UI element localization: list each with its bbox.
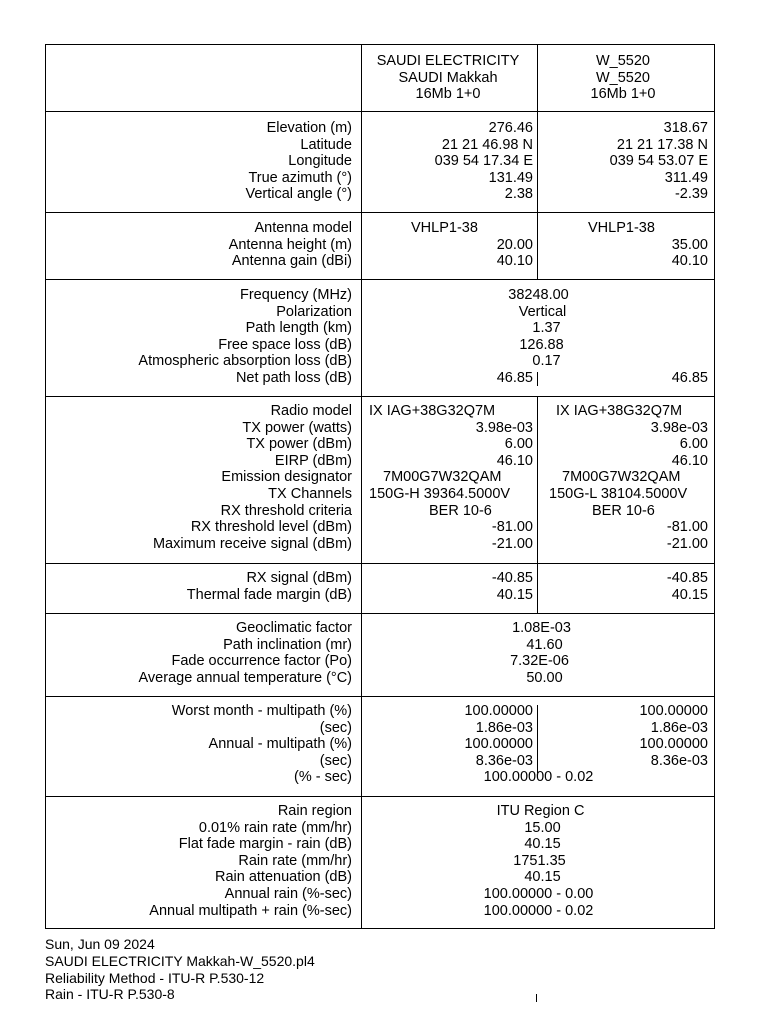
label-worst-month-multipath: Worst month - multipath (%) <box>171 703 352 719</box>
site2-vertical-angle: -2.39 <box>674 186 708 203</box>
rain-rate-value: 1751.35 <box>513 852 566 869</box>
label-rain-rate: Rain rate (mm/hr) <box>238 852 352 869</box>
site2-latitude: 21 21 17.38 N <box>616 136 708 153</box>
label-frequency: Frequency (MHz) <box>240 287 352 303</box>
site1-annual-sec: 8.36e-03 <box>475 752 533 769</box>
site1-true-azimuth: 131.49 <box>488 169 533 186</box>
label-vertical-angle: Vertical angle (°) <box>245 186 352 203</box>
site1-rx-threshold-level: -81.00 <box>491 519 533 536</box>
site1-antenna-gain: 40.10 <box>496 253 533 270</box>
label-annual-rain: Annual rain (%-sec) <box>224 886 352 902</box>
site2-max-receive-signal: -21.00 <box>666 535 708 552</box>
site2-tx-channels: 150G-L 38104.5000V <box>549 486 688 502</box>
site2-radio-model: IX IAG+38G32Q7M <box>556 403 683 419</box>
site2-antenna-model: VHLP1-38 <box>588 220 655 236</box>
divider-signal <box>46 613 714 614</box>
label-elevation: Elevation (m) <box>266 120 352 136</box>
label-annual-sec: (sec) <box>319 752 352 769</box>
site1-worst-month-sec: 1.86e-03 <box>475 719 533 736</box>
site1-longitude: 039 54 17.34 E <box>434 153 533 170</box>
reliability-method: Reliability Method - ITU-R P.530-12 <box>45 969 265 986</box>
label-tx-power-watts: TX power (watts) <box>242 419 352 436</box>
label-rx-threshold-criteria: RX threshold criteria <box>220 502 352 519</box>
site1-latitude: 21 21 46.98 N <box>441 136 533 153</box>
page-tick-mark <box>536 994 537 1002</box>
label-latitude: Latitude <box>300 136 352 153</box>
label-column-border <box>361 45 362 928</box>
label-worst-month-sec: (sec) <box>319 719 352 736</box>
label-fade-occurrence: Fade occurrence factor (Po) <box>171 653 352 670</box>
divider-climate <box>46 696 714 697</box>
divider-path <box>46 396 714 397</box>
geoclimatic-factor-value: 1.08E-03 <box>512 620 571 636</box>
label-max-receive-signal: Maximum receive signal (dBm) <box>152 535 352 552</box>
label-thermal-fade-margin: Thermal fade margin (dB) <box>186 586 352 603</box>
site1-name: SAUDI ELECTRICITY <box>376 53 520 69</box>
site2-capacity: 16Mb 1+0 <box>590 86 656 103</box>
site1-vertical-angle: 2.38 <box>504 186 533 203</box>
label-rx-signal: RX signal (dBm) <box>246 570 352 586</box>
fade-occurrence-value: 7.32E-06 <box>510 653 569 670</box>
site1-capacity: 16Mb 1+0 <box>415 86 481 103</box>
site2-name: W_5520 <box>595 53 650 69</box>
divider-radio <box>46 563 714 564</box>
site1-tx-power-watts: 3.98e-03 <box>475 419 533 436</box>
divider-location <box>46 212 714 213</box>
site2-tx-power-watts: 3.98e-03 <box>650 419 708 436</box>
label-annual-multipath: Annual - multipath (%) <box>208 736 352 753</box>
frequency-value: 38248.00 <box>508 287 569 303</box>
label-geoclimatic-factor: Geoclimatic factor <box>235 620 352 636</box>
label-annual-multipath-rain: Annual multipath + rain (%-sec) <box>149 902 352 919</box>
annual-multipath-rain-value: 100.00000 - 0.02 <box>483 902 594 919</box>
rain-rate-001-value: 15.00 <box>524 819 561 836</box>
site2-tx-power-dbm: 6.00 <box>679 436 708 453</box>
site2-rx-threshold-level: -81.00 <box>666 519 708 536</box>
link-budget-table <box>45 44 715 929</box>
site2-annual-sec: 8.36e-03 <box>650 752 708 769</box>
rain-region-value: ITU Region C <box>496 803 585 819</box>
site2-rx-signal: -40.85 <box>666 570 708 586</box>
report-date: Sun, Jun 09 2024 <box>45 936 155 952</box>
divider-multipath <box>46 796 714 797</box>
site2-rx-threshold-criteria: BER 10-6 <box>592 502 655 519</box>
site2-elevation: 318.67 <box>663 120 708 136</box>
site1-worst-month-multipath: 100.00000 <box>464 703 533 719</box>
free-space-loss-value: 126.88 <box>519 336 564 353</box>
path-length-value: 1.37 <box>532 320 561 337</box>
label-tx-channels: TX Channels <box>268 486 352 502</box>
divider-header <box>46 111 714 112</box>
label-rx-threshold-level: RX threshold level (dBm) <box>190 519 352 536</box>
site1-location: SAUDI Makkah <box>398 69 498 86</box>
label-percent-sec: (% - sec) <box>294 769 352 786</box>
label-emission-designator: Emission designator <box>221 469 352 486</box>
report-footer <box>45 936 315 1003</box>
label-free-space-loss: Free space loss (dB) <box>218 336 352 353</box>
label-path-length: Path length (km) <box>245 320 352 337</box>
site1-rx-threshold-criteria: BER 10-6 <box>429 502 492 519</box>
site2-worst-month-sec: 1.86e-03 <box>650 719 708 736</box>
label-atmospheric-loss: Atmospheric absorption loss (dB) <box>138 353 352 370</box>
rain-method: Rain - ITU-R P.530-8 <box>45 986 175 1003</box>
flat-fade-margin-rain-value: 40.15 <box>524 836 561 853</box>
report-filename: SAUDI ELECTRICITY Makkah-W_5520.pl4 <box>45 952 315 969</box>
site2-net-path-loss: 46.85 <box>671 370 708 386</box>
label-antenna-model: Antenna model <box>254 220 352 236</box>
polarization-value: Vertical <box>518 303 567 320</box>
site1-emission-designator: 7M00G7W32QAM <box>383 469 502 486</box>
label-tx-power-dbm: TX power (dBm) <box>246 436 352 453</box>
label-antenna-height: Antenna height (m) <box>228 236 352 253</box>
label-eirp: EIRP (dBm) <box>274 452 352 469</box>
site1-tx-channels: 150G-H 39364.5000V <box>369 486 511 502</box>
site2-antenna-height: 35.00 <box>671 236 708 253</box>
label-net-path-loss: Net path loss (dB) <box>235 370 352 386</box>
site1-antenna-model: VHLP1-38 <box>411 220 478 236</box>
site1-max-receive-signal: -21.00 <box>491 535 533 552</box>
label-rain-rate-001: 0.01% rain rate (mm/hr) <box>198 819 352 836</box>
site2-annual-multipath: 100.00000 <box>639 736 708 753</box>
site1-elevation: 276.46 <box>488 120 533 136</box>
site1-net-path-loss: 46.85 <box>496 370 533 386</box>
divider-antenna <box>46 279 714 280</box>
site2-thermal-fade-margin: 40.15 <box>671 586 708 603</box>
avg-temperature-value: 50.00 <box>526 669 563 686</box>
site1-tx-power-dbm: 6.00 <box>504 436 533 453</box>
site2-worst-month-multipath: 100.00000 <box>639 703 708 719</box>
multipath-combined-value: 100.00000 - 0.02 <box>483 769 594 786</box>
site1-annual-multipath: 100.00000 <box>464 736 533 753</box>
site1-rx-signal: -40.85 <box>491 570 533 586</box>
label-longitude: Longitude <box>288 153 352 170</box>
atmospheric-loss-value: 0.17 <box>532 353 561 370</box>
site2-eirp: 46.10 <box>671 452 708 469</box>
label-path-inclination: Path inclination (mr) <box>223 636 352 653</box>
site2-longitude: 039 54 53.07 E <box>609 153 708 170</box>
label-radio-model: Radio model <box>270 403 352 419</box>
rain-attenuation-value: 40.15 <box>524 869 561 886</box>
site1-antenna-height: 20.00 <box>496 236 533 253</box>
site1-thermal-fade-margin: 40.15 <box>496 586 533 603</box>
annual-rain-value: 100.00000 - 0.00 <box>483 886 594 902</box>
label-rain-region: Rain region <box>277 803 352 819</box>
site2-emission-designator: 7M00G7W32QAM <box>562 469 681 486</box>
path-inclination-value: 41.60 <box>526 636 563 653</box>
label-true-azimuth: True azimuth (°) <box>248 169 352 186</box>
label-flat-fade-margin-rain: Flat fade margin - rain (dB) <box>178 836 352 853</box>
site2-true-azimuth: 311.49 <box>664 169 708 186</box>
label-antenna-gain: Antenna gain (dBi) <box>231 253 352 270</box>
label-rain-attenuation: Rain attenuation (dB) <box>214 869 352 886</box>
label-avg-temperature: Average annual temperature (°C) <box>138 669 352 686</box>
site2-location: W_5520 <box>595 69 650 86</box>
site2-antenna-gain: 40.10 <box>671 253 708 270</box>
site1-radio-model: IX IAG+38G32Q7M <box>369 403 496 419</box>
label-polarization: Polarization <box>276 303 352 320</box>
site1-eirp: 46.10 <box>496 452 533 469</box>
